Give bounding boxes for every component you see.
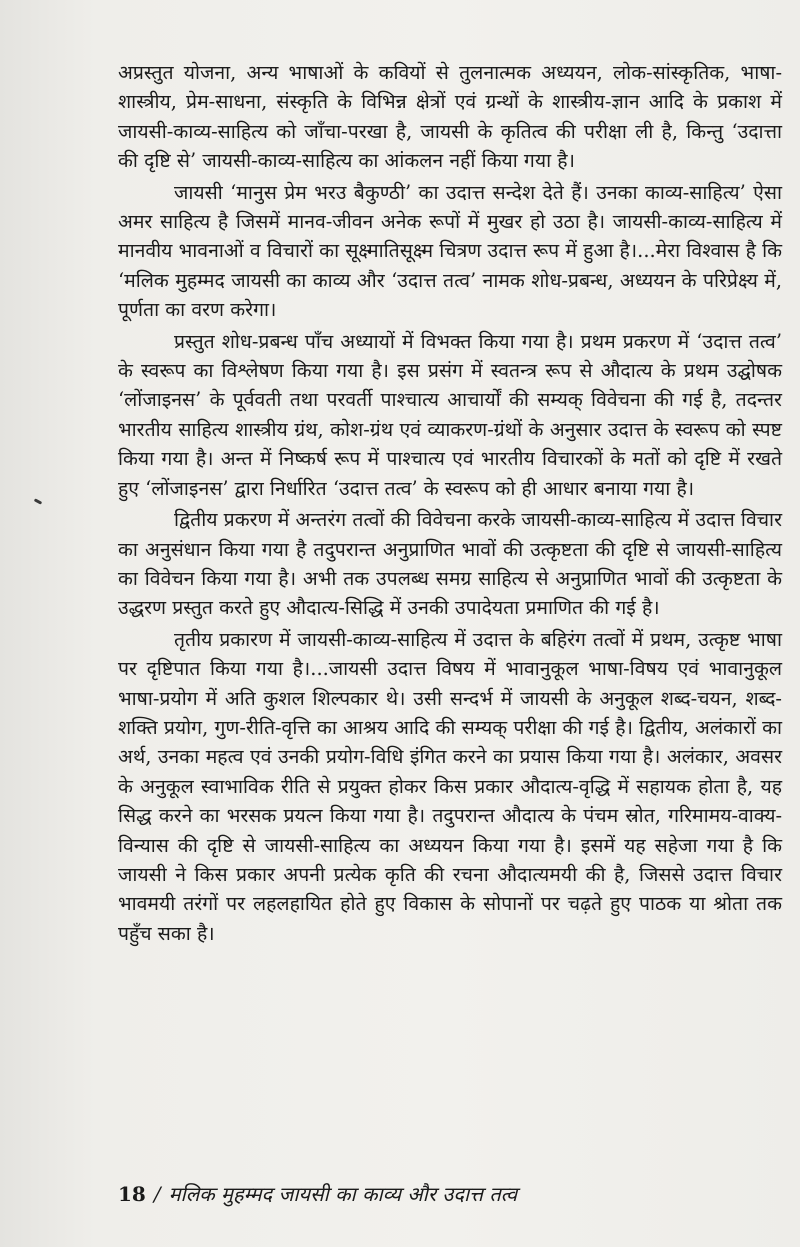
margin-ink-mark	[34, 498, 42, 504]
footer-separator: /	[153, 1182, 161, 1206]
paragraph-2: जायसी ‘मानुस प्रेम भरउ बैकुण्ठी’ का उदात्त सन्देश देते हैं। उनका काव्य-साहित्य’ ऐसा अमर साहित्य है जिसमें मानव-जीवन अनेक रूपों में मुखर हो उठा है। जायसी-काव्य-साहित्य में मानवीय भावनाओं व विचारों का सूक्ष्मातिसूक्ष्म चित्रण उदात्त रूप में हुआ है।...मेरा विश्वास है कि ‘मलिक मुहम्मद जायसी का काव्य और ‘उदात्त तत्व’ नामक शोध-प्रबन्ध, अध्ययन के परिप्रेक्ष्य में, पूर्णता का वरण करेगा।	[118, 180, 782, 322]
paragraph-5: तृतीय प्रकारण में जायसी-काव्य-साहित्य में उदात्त के बहिरंग तत्वों में प्रथम, उत्कृष्ट भाषा पर दृष्टिपात किया गया है।...जायसी उदात्त विषय में भावानुकूल भाषा-विषय एवं भावानुकूल भाषा-प्रयोग में अति कुशल शिल्पकार थे। उसी सन्दर्भ में जायसी के अनुकूल शब्द-चयन, शब्द-शक्ति प्रयोग, गुण-रीति-वृत्ति का आश्रय आदि की सम्यक् परीक्षा की गई है। द्वितीय, अलंकारों का अर्थ, उनका महत्व एवं उनकी प्रयोग-विधि इंगित करने का प्रयास किया गया है। अलंकार, अवसर के अनुकूल स्वाभाविक रीति से प्रयुक्त होकर किस प्रकार औदात्य-वृद्धि में सहायक होता है, यह सिद्ध करने का भरसक प्रयत्न किया गया है। तदुपरान्त औदात्य के पंचम स्रोत, गरिमामय-वाक्य-विन्यास की दृष्टि से जायसी-साहित्य का अध्ययन किया गया है। इसमें यह सहेजा गया है कि जायसी ने किस प्रकार अपनी प्रत्येक कृति की रचना औदात्यमयी की है, जिससे उदात्त विचार भावमयी तरंगों पर लहलहायित होते हुए विकास के सोपानों पर चढ़ते हुए पाठक या श्रोता तक पहुँच सका है।	[118, 627, 782, 945]
running-title: मलिक मुहम्मद जायसी का काव्य और उदात्त तत्व	[168, 1182, 518, 1206]
paragraph-1: अप्रस्तुत योजना, अन्य भाषाओं के कवियों से तुलनात्मक अध्ययन, लोक-सांस्कृतिक, भाषा-शास्त्रीय, प्रेम-साधना, संस्कृति के विभिन्न क्षेत्रों एवं ग्रन्थों के शास्त्रीय-ज्ञान आदि के प्रकाश में जायसी-काव्य-साहित्य को जाँचा-परखा है, जायसी के कृतित्व की परीक्षा ली है, किन्तु ‘उदात्ता की दृष्टि से’ जायसी-काव्य-साहित्य का आंकलन नहीं किया गया है।	[118, 61, 782, 173]
body-text	[118, 58, 782, 950]
paragraph-3: प्रस्तुत शोध-प्रबन्ध पाँच अध्यायों में विभक्त किया गया है। प्रथम प्रकरण में ‘उदात्त तत्व’ के स्वरूप का विश्लेषण किया गया है। इस प्रसंग में स्वतन्त्र रूप से औदात्य के प्रथम उद्घोषक ‘लोंजाइनस’ के पूर्ववती तथा परवर्ती पाश्चात्य आचार्यों की सम्यक् विवेचना की गई है, तदन्तर भारतीय साहित्य शास्त्रीय ग्रंथ, कोश-ग्रंथ एवं व्याकरण-ग्रंथों के अनुसार उदात्त के स्वरूप को स्पष्ट किया गया है। अन्त में निष्कर्ष रूप में पाश्चात्य एवं भारतीय विचारकों के मतों को दृष्टि में रखते हुए ‘लोंजाइनस’ द्वारा निर्धारित ‘उदात्त तत्व’ के स्वरूप को ही आधार बनाया गया है।	[118, 329, 782, 500]
page-number: 18	[118, 1182, 146, 1206]
paragraph-4: द्वितीय प्रकरण में अन्तरंग तत्वों की विवेचना करके जायसी-काव्य-साहित्य में उदात्त विचार का अनुसंधान किया गया है तदुपरान्त अनुप्राणित भावों की उत्कृष्टता की दृष्टि से जायसी-साहित्य का विवेचन किया गया है। अभी तक उपलब्ध समग्र साहित्य से अनुप्राणित भावों की उत्कृष्टता के उद्धरण प्रस्तुत करते हुए औदात्य-सिद्धि में उनकी उपादेयता प्रमाणित की गई है।	[118, 508, 782, 620]
page-footer	[118, 1180, 517, 1207]
